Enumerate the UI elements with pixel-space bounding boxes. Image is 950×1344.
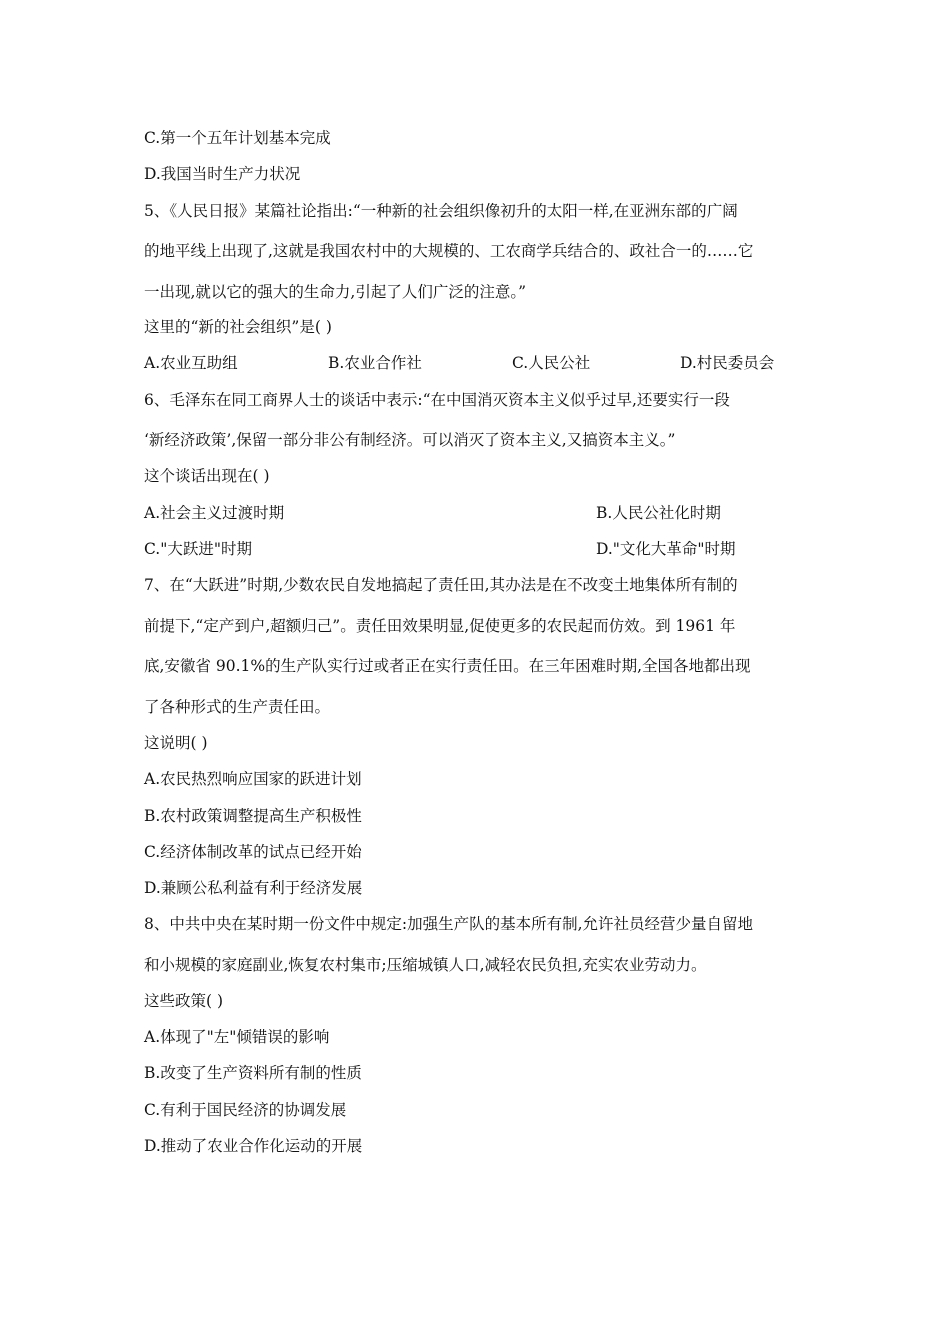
q7-stem-line-1: 7、在“大跃进”时期,少数农民自发地搞起了责任田,其办法是在不改变土地集体所有制的 xyxy=(144,576,738,594)
q6-option-d: D."文化大革命"时期 xyxy=(596,540,736,558)
q5-stem-line-3: 一出现,就以它的强大的生命力,引起了人们广泛的注意。” xyxy=(144,283,527,301)
q6-question: 这个谈话出现在( ) xyxy=(144,467,270,485)
q6-option-a: A.社会主义过渡时期 xyxy=(144,504,285,522)
q7-option-b: B.农村政策调整提高生产积极性 xyxy=(144,807,362,825)
q5-option-a: A.农业互助组 xyxy=(144,354,238,372)
q8-stem-line-1: 8、中共中央在某时期一份文件中规定:加强生产队的基本所有制,允许社员经营少量自留地 xyxy=(144,915,754,933)
q8-question: 这些政策( ) xyxy=(144,992,224,1010)
q7-option-a: A.农民热烈响应国家的跃进计划 xyxy=(144,770,362,788)
q4-option-d: D.我国当时生产力状况 xyxy=(144,165,301,183)
q7-question: 这说明( ) xyxy=(144,734,208,752)
q5-stem-line-1: 5、《人民日报》某篇社论指出:“一种新的社会组织像初升的太阳一样,在亚洲东部的广阔 xyxy=(144,202,738,220)
q5-option-c: C.人民公社 xyxy=(512,354,591,372)
q8-option-c: C.有利于国民经济的协调发展 xyxy=(144,1101,347,1119)
q7-stem-line-4: 了各种形式的生产责任田。 xyxy=(144,698,331,716)
q7-option-c: C.经济体制改革的试点已经开始 xyxy=(144,843,362,861)
q4-option-c: C.第一个五年计划基本完成 xyxy=(144,129,331,147)
q5-option-d: D.村民委员会 xyxy=(680,354,775,372)
q8-option-a: A.体现了"左"倾错误的影响 xyxy=(144,1028,330,1046)
q7-stem-line-3: 底,安徽省 90.1%的生产队实行过或者正在实行责任田。在三年困难时期,全国各地都出现 xyxy=(144,657,751,675)
q5-question: 这里的“新的社会组织”是( ) xyxy=(144,318,332,336)
q5-option-b: B.农业合作社 xyxy=(328,354,422,372)
q7-stem-line-2: 前提下,“定产到户,超额归己”。责任田效果明显,促使更多的农民起而仿效。到 1961 年 xyxy=(144,617,736,635)
q8-option-b: B.改变了生产资料所有制的性质 xyxy=(144,1064,362,1082)
q6-option-c: C."大跃进"时期 xyxy=(144,540,252,558)
q8-option-d: D.推动了农业合作化运动的开展 xyxy=(144,1137,363,1155)
q7-option-d: D.兼顾公私利益有利于经济发展 xyxy=(144,879,363,897)
q6-stem-line-1: 6、毛泽东在同工商界人士的谈话中表示:“在中国消灭资本主义似乎过早,还要实行一段 xyxy=(144,391,730,409)
q6-stem-line-2: ‘新经济政策’,保留一部分非公有制经济。可以消灭了资本主义,又搞资本主义。” xyxy=(144,431,676,449)
q6-option-b: B.人民公社化时期 xyxy=(596,504,721,522)
q5-stem-line-2: 的地平线上出现了,这就是我国农村中的大规模的、工农商学兵结合的、政社合一的……它 xyxy=(144,242,754,260)
q8-stem-line-2: 和小规模的家庭副业,恢复农村集市;压缩城镇人口,减轻农民负担,充实农业劳动力。 xyxy=(144,956,707,974)
